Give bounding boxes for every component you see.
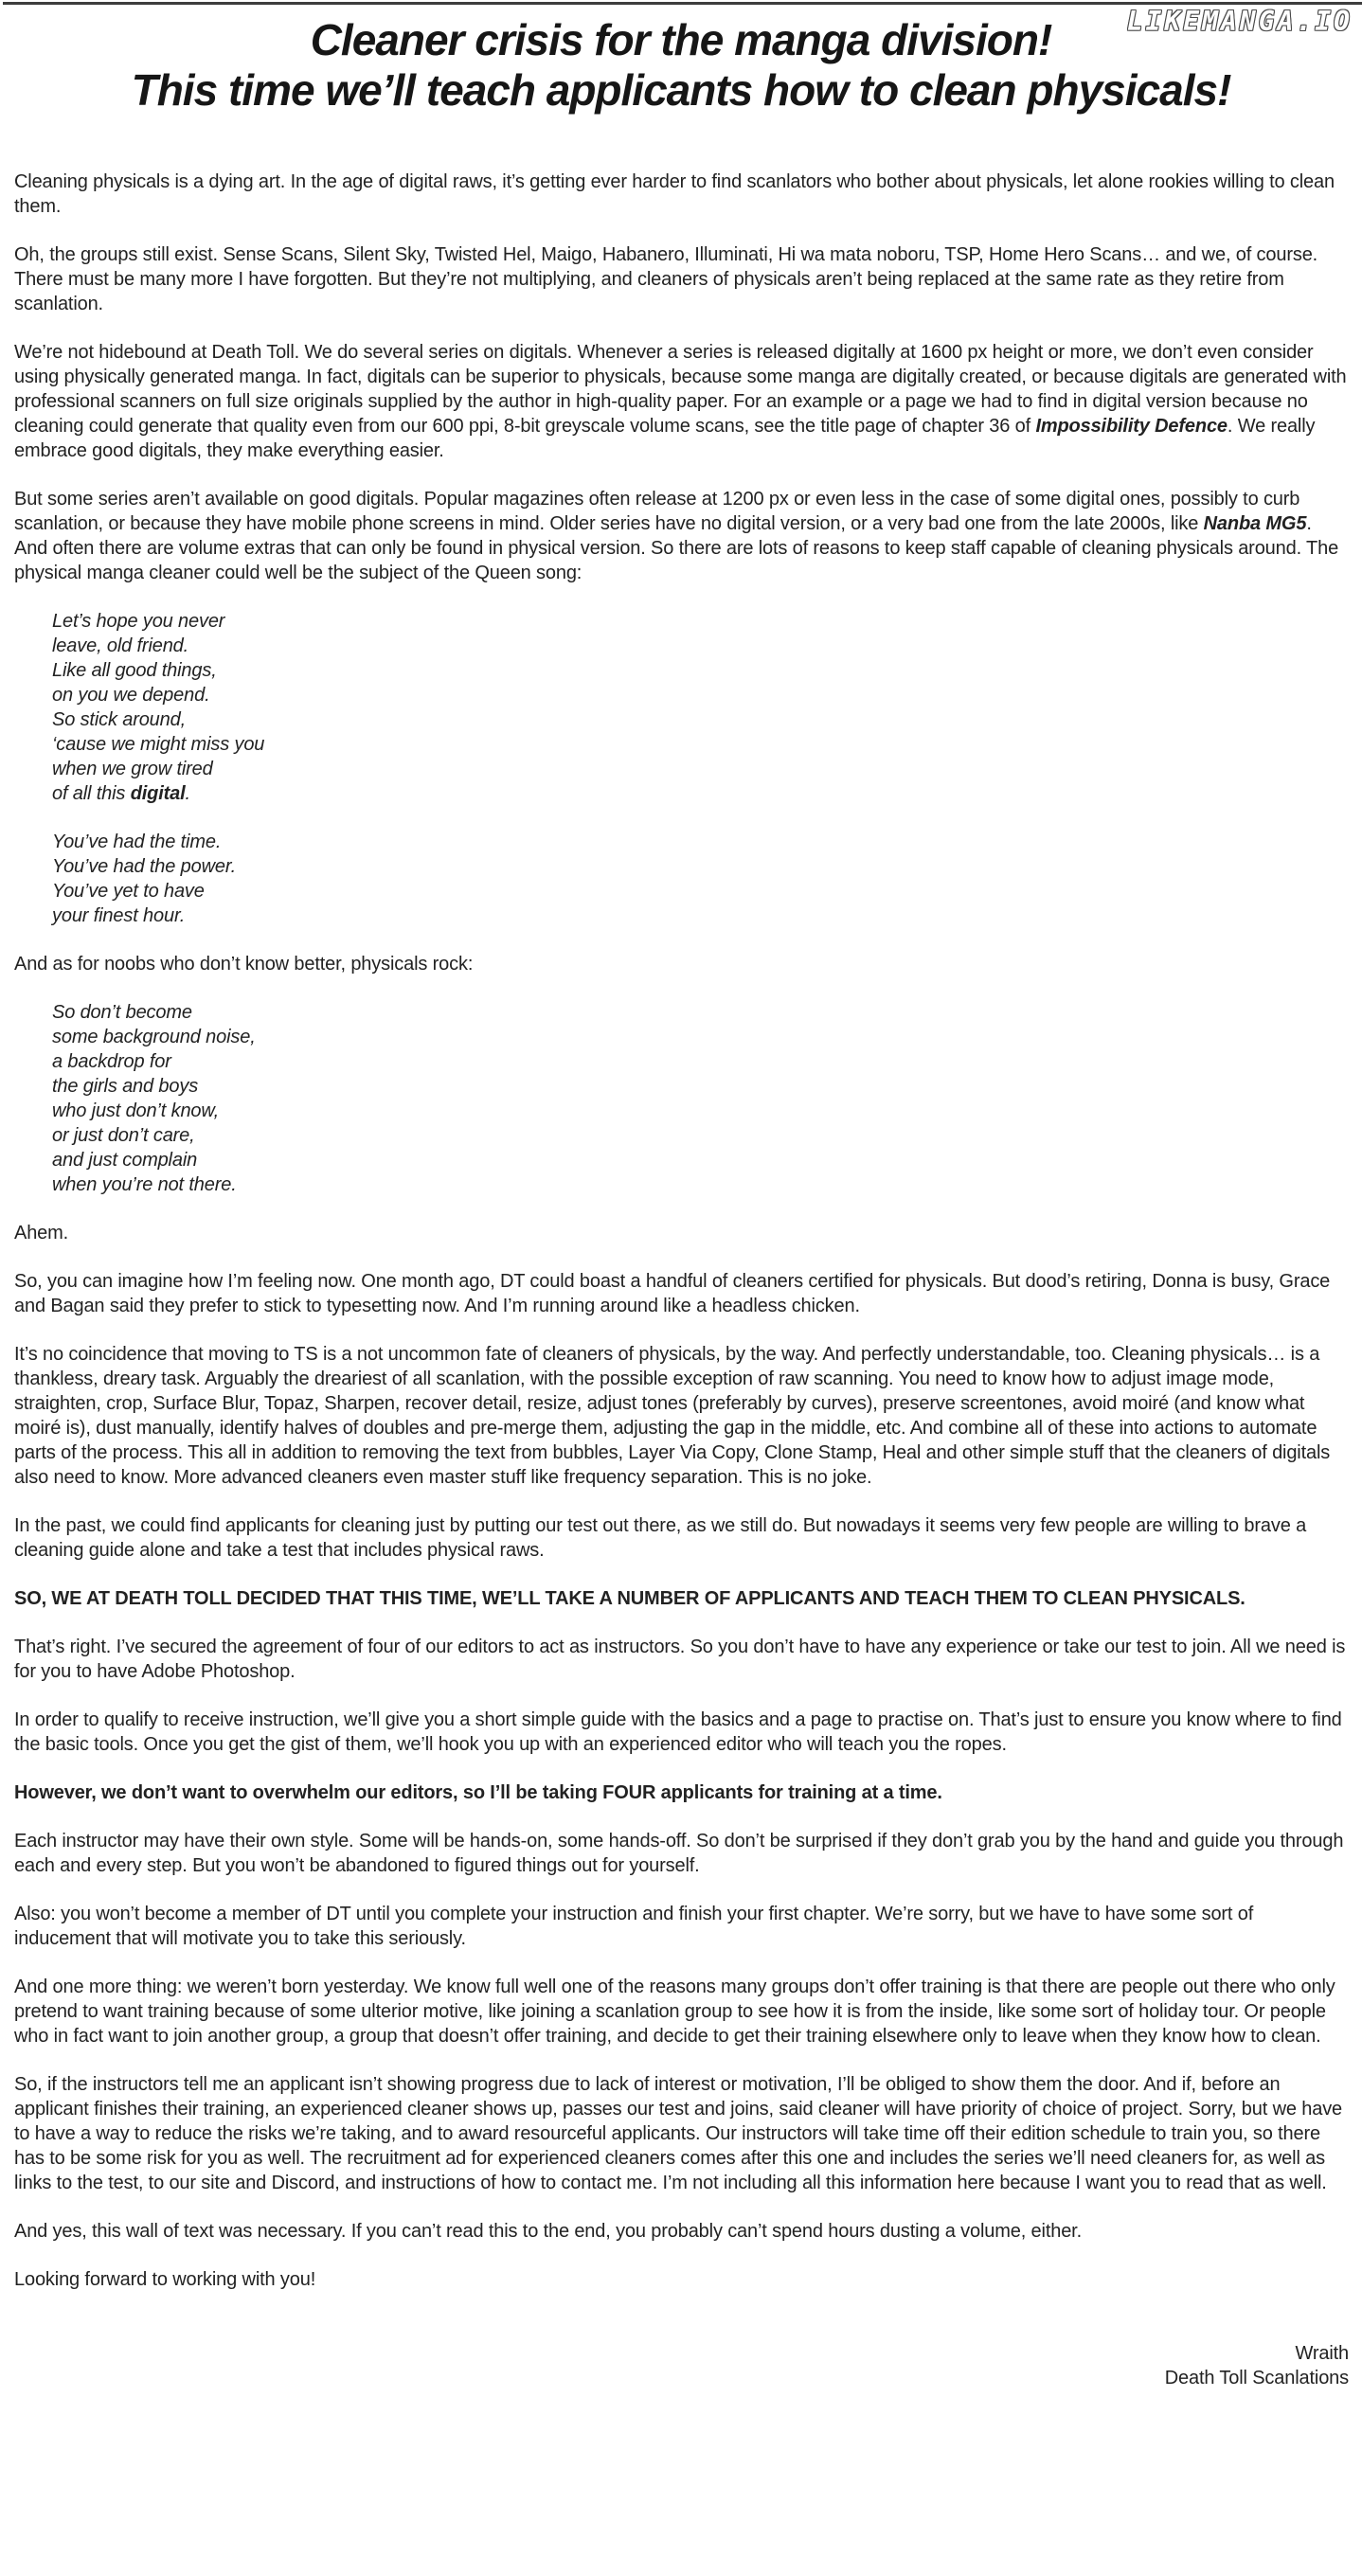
text-run: the girls and boys <box>52 1075 199 1097</box>
queen-song-stanza-1 <box>52 609 1349 806</box>
emphasized-text: Impossibility Defence <box>1035 415 1228 437</box>
text-run: who just don’t know, <box>52 1100 219 1121</box>
text-run: And as for noobs who don’t know better, physicals rock: <box>14 953 474 975</box>
quote-line <box>52 609 1349 634</box>
paragraph-digitals <box>14 340 1349 463</box>
paragraph-closing <box>14 2267 1349 2292</box>
paragraph-wall-of-text <box>14 2219 1349 2244</box>
paragraph-ahem <box>14 1221 1349 1245</box>
paragraph-intro <box>14 170 1349 219</box>
text-run: So don’t become <box>52 1001 192 1023</box>
paragraph-current-situation <box>14 1269 1349 1318</box>
paragraph-applicants-past <box>14 1513 1349 1563</box>
quote-line <box>52 854 1349 879</box>
signature-group: Death Toll Scanlations <box>1164 2367 1349 2388</box>
text-run: Each instructor may have their own style. Some will be hands-on, some hands-off. So don’t be surprised if they don’t grab you by the hand and guide you through each and every step. But you won’t be abandoned to figured things out for yourself. <box>14 1830 1344 1876</box>
emphasized-text: However, we don’t want to overwhelm our editors, so I’ll be taking FOUR applicants for training at a time. <box>14 1781 942 1803</box>
signature-name: Wraith <box>1295 2342 1349 2364</box>
paragraph-announcement-bold <box>14 1586 1349 1611</box>
quote-line <box>52 634 1349 658</box>
text-run: or just don’t care, <box>52 1124 195 1146</box>
text-run: Ahem. <box>14 1222 69 1243</box>
paragraph-instructors <box>14 1635 1349 1684</box>
text-run: and just complain <box>52 1149 198 1171</box>
quote-line <box>52 1074 1349 1099</box>
text-run: leave, old friend. <box>52 635 189 656</box>
paragraph-one-more-thing <box>14 1975 1349 2048</box>
text-run: Like all good things, <box>52 659 217 681</box>
text-run: It’s no coincidence that moving to TS is a not uncommon fate of cleaners of physicals, by the way. And perfectly understandable, too. Cleaning physicals… is a thankless, dreary task. Arguably the dreariest of all scanlation, with the possible exception of raw scanning. You need to know how to adjust image mode, straighten, crop, Surface Blur, Topaz, Sharpen, recover detail, resize, adjust tones (preferably by curves), preserve screentones, avoid moiré (and know what moiré is), dust manually, identify halves of doubles and pre-merge them, adjusting the gap in the middle, etc. And combine all of these into actions to automate parts of the process. This all in addition to removing the text from bubbles, Layer Via Copy, Clone Stamp, Heal and other simple stuff that the cleaners of digitals also need to know. More advanced cleaners even master stuff like frequency separation. This is no joke. <box>14 1343 1331 1488</box>
quote-line <box>52 903 1349 928</box>
queen-song-stanza-2 <box>52 830 1349 928</box>
paragraph-noobs <box>14 952 1349 976</box>
text-run: when we grow tired <box>52 758 213 779</box>
text-run: of all this <box>52 782 131 804</box>
text-run: on you we depend. <box>52 684 210 706</box>
paragraph-groups-list <box>14 242 1349 316</box>
quote-line <box>52 1123 1349 1148</box>
text-run: We’re not hidebound at Death Toll. We do several series on digitals. Whenever a series is released digitally at 1600 px height or more, we don’t even consider using physically generated manga. In fact, digitals can be superior to physicals, because some manga are digitally created, or because digitals are generated with professional scanners on full size originals supplied by the author in high-quality paper. For an example or a page we had to find in digital version because no cleaning could generate that quality even from our 600 ppi, 8-bit greyscale volume scans, see the title page of chapter 36 of <box>14 341 1347 437</box>
text-run: And yes, this wall of text was necessary. If you can’t read this to the end, you probably can’t spend hours dusting a volume, either. <box>14 2220 1082 2242</box>
text-run: So, you can imagine how I’m feeling now. One month ago, DT could boast a handful of cleaners certified for physicals. But dood’s retiring, Donna is busy, Grace and Bagan said they prefer to stick to typesetting now. And I’m running around like a headless chicken. <box>14 1270 1331 1316</box>
paragraph-risks <box>14 2072 1349 2195</box>
text-run: And one more thing: we weren’t born yesterday. We know full well one of the reasons many groups don’t offer training is that there are people out there who only pretend to want training because of some ulterior motive, like joining a scanlation group to see how it is from the inside, like some sort of holiday tour. Or people who in fact want to join another group, a group that doesn’t offer training, and decide to get their training elsewhere only to leave when they know how to clean. <box>14 1976 1335 2047</box>
quote-line <box>52 732 1349 757</box>
text-run: Oh, the groups still exist. Sense Scans, Silent Sky, Twisted Hel, Maigo, Habanero, Illuminati, Hi wa mata noboru, TSP, Home Hero Scans… and we, of course. There must be many more I have forgotten. But they’re not multiplying, and cleaners of physicals aren’t being replaced at the same rate as they retire from scanlation. <box>14 243 1318 314</box>
quote-line <box>52 707 1349 732</box>
quote-line <box>52 1172 1349 1197</box>
quote-line <box>52 757 1349 781</box>
quote-line <box>52 1049 1349 1074</box>
text-run: You’ve had the power. <box>52 855 237 877</box>
quote-line <box>52 781 1349 806</box>
site-watermark: LIKEMANGA.IO <box>1126 6 1353 37</box>
text-run: You’ve had the time. <box>52 831 222 852</box>
quote-line <box>52 658 1349 683</box>
text-run: your finest hour. <box>52 904 186 926</box>
page-title-line-1: Cleaner crisis for the manga division! <box>310 15 1052 64</box>
text-run: So stick around, <box>52 708 187 730</box>
paragraph-membership <box>14 1902 1349 1951</box>
text-run: You’ve yet to have <box>52 880 205 902</box>
top-rule-divider <box>3 2 1362 5</box>
text-run: when you’re not there. <box>52 1173 237 1195</box>
paragraph-physicals-reasons <box>14 487 1349 585</box>
text-run: . We really embrace good digitals, they make everything easier. <box>14 415 1316 461</box>
text-run: But some series aren’t available on good digitals. Popular magazines often release at 1200 px or even less in the case of some digital ones, possibly to curb scanlation, or because they have mobile phone screens in mind. Older series have no digital version, or a very bad one from the late 2000s, like <box>14 488 1300 534</box>
signature-block <box>14 2341 1349 2390</box>
emphasized-text: Nanba MG5 <box>1203 512 1307 534</box>
text-run: . <box>185 782 190 804</box>
text-run: Cleaning physicals is a dying art. In the age of digital raws, it’s getting ever harder to find scanlators who bother about physicals, let alone rookies willing to clean them. <box>14 170 1335 217</box>
quote-line <box>52 1148 1349 1172</box>
text-run: a backdrop for <box>52 1050 171 1072</box>
quote-line <box>52 1000 1349 1025</box>
text-run: That’s right. I’ve secured the agreement of four of our editors to act as instructors. So you don’t have to have any experience or take our test to join. All we need is for you to have Adobe Photoshop. <box>14 1636 1346 1682</box>
text-run: In the past, we could find applicants for cleaning just by putting our test out there, as we still do. But nowadays it seems very few people are willing to brave a cleaning guide alone and take a test that includes physical raws. <box>14 1514 1307 1561</box>
text-run: . And often there are volume extras that can only be found in physical version. So there are lots of reasons to keep staff capable of cleaning physicals around. The physical manga cleaner could well be the subject of the Queen song: <box>14 512 1339 583</box>
text-run: Also: you won’t become a member of DT until you complete your instruction and finish your first chapter. We’re sorry, but we have to have some sort of inducement that will motivate you to take this seriously. <box>14 1903 1254 1949</box>
text-run: Let’s hope you never <box>52 610 225 632</box>
quote-line <box>52 830 1349 854</box>
text-run: In order to qualify to receive instruction, we’ll give you a short simple guide with the basics and a page to practise on. That’s just to ensure you know where to find the basic tools. Once you get the gist of them, we’ll hook you up with an experienced editor who will teach you the ropes. <box>14 1708 1342 1755</box>
quote-line <box>52 1025 1349 1049</box>
letter-body <box>0 170 1362 2390</box>
text-run: Looking forward to working with you! <box>14 2268 316 2290</box>
text-run: some background noise, <box>52 1026 256 1047</box>
quote-line <box>52 683 1349 707</box>
emphasized-text: SO, WE AT DEATH TOLL DECIDED THAT THIS TIME, WE’LL TAKE A NUMBER OF APPLICANTS AND TEACH THEM TO CLEAN PHYSICALS. <box>14 1587 1246 1609</box>
emphasized-text: digital <box>130 782 186 804</box>
queen-song-stanza-3 <box>52 1000 1349 1197</box>
paragraph-four-applicants-bold <box>14 1780 1349 1805</box>
quote-line <box>52 879 1349 903</box>
text-run: ‘cause we might miss you <box>52 733 265 755</box>
paragraph-instructor-style <box>14 1829 1349 1878</box>
paragraph-cleaning-skills <box>14 1342 1349 1490</box>
text-run: So, if the instructors tell me an applicant isn’t showing progress due to lack of interest or motivation, I’ll be obliged to show them the door. And if, before an applicant finishes their training, an experienced cleaner shows up, passes our test and joins, said cleaner will have priority of choice of project. Sorry, but we have to have a way to reduce the risks we’re taking, and to award resourceful applicants. Our instructors will take time off their edition schedule to train you, so there has to be some risk for you as well. The recruitment ad for experienced cleaners comes after this one and includes the series we’ll need cleaners for, as well as links to the test, to our site and Discord, and instructions of how to contact me. I’m not including all this information here because I want you to read that as well. <box>14 2073 1343 2193</box>
page-title-line-2: This time we’ll teach applicants how to clean physicals! <box>131 65 1231 116</box>
paragraph-qualify <box>14 1708 1349 1757</box>
quote-line <box>52 1099 1349 1123</box>
